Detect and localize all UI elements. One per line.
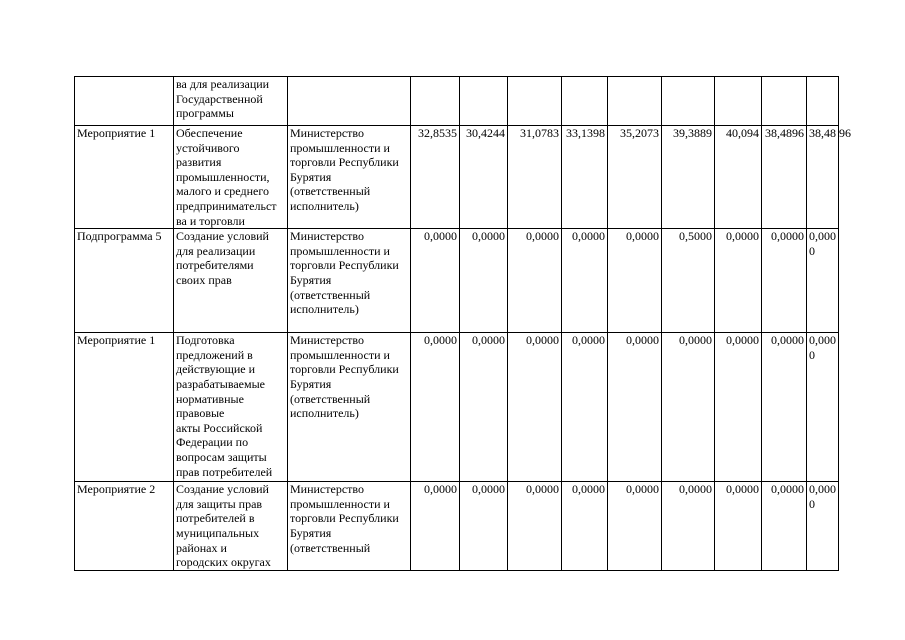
value-cell: 0,0000 (762, 229, 807, 333)
value-cell (662, 77, 715, 126)
row-name-cell: Подготовка предложений в действующие и разрабатываемые нормативные правовые акты Российской Федерации по вопросам защиты прав потребителей (174, 333, 288, 482)
value-cell: 0,0000 (762, 333, 807, 482)
table-row (75, 126, 839, 229)
value-cell: 0,0000 (715, 482, 762, 571)
value-cell: 0,0000 (608, 482, 662, 571)
row-code-cell: Мероприятие 1 (75, 126, 174, 229)
value-cell: 38,48 96 (807, 126, 839, 229)
value-cell: 0,0000 (508, 482, 562, 571)
value-cell (562, 77, 608, 126)
value-cell: 0,000 0 (807, 333, 839, 482)
value-cell: 0,0000 (662, 482, 715, 571)
value-cell: 0,0000 (508, 229, 562, 333)
value-cell: 0,0000 (460, 482, 508, 571)
value-cell: 0,0000 (460, 229, 508, 333)
value-cell: 30,4244 (460, 126, 508, 229)
row-executor-cell (288, 77, 411, 126)
value-cell: 0,0000 (608, 333, 662, 482)
row-name-cell: Создание условий для реализации потребителями своих прав (174, 229, 288, 333)
value-cell (508, 77, 562, 126)
value-cell: 0,0000 (762, 482, 807, 571)
row-name-cell: ва для реализации Государственной программы (174, 77, 288, 126)
table-row (75, 333, 839, 482)
table-row (75, 77, 839, 126)
value-cell: 0,0000 (411, 229, 460, 333)
value-cell: 0,0000 (715, 333, 762, 482)
value-cell: 0,0000 (715, 229, 762, 333)
value-cell: 33,1398 (562, 126, 608, 229)
value-cell (762, 77, 807, 126)
row-name-cell: Создание условий для защиты прав потребителей в муниципальных районах и городских округах (174, 482, 288, 571)
value-cell: 39,3889 (662, 126, 715, 229)
value-cell: 0,0000 (562, 482, 608, 571)
value-cell (715, 77, 762, 126)
row-code-cell: Мероприятие 1 (75, 333, 174, 482)
table-row (75, 482, 839, 571)
value-cell: 0,0000 (562, 333, 608, 482)
value-cell: 0,0000 (460, 333, 508, 482)
table-body (75, 77, 851, 571)
value-cell: 0,000 0 (807, 229, 839, 333)
value-cell: 0,000 0 (807, 482, 839, 571)
value-cell: 0,0000 (411, 333, 460, 482)
row-executor-cell: Министерство промышленности и торговли Республики Бурятия (ответственный исполнитель) (288, 229, 411, 333)
value-cell (807, 77, 839, 126)
value-cell: 40,094 (715, 126, 762, 229)
value-cell: 0,5000 (662, 229, 715, 333)
row-code-cell: Подпрограмма 5 (75, 229, 174, 333)
value-cell: 0,0000 (508, 333, 562, 482)
row-executor-cell: Министерство промышленности и торговли Республики Бурятия (ответственный (288, 482, 411, 571)
value-cell (460, 77, 508, 126)
value-cell: 35,2073 (608, 126, 662, 229)
value-cell: 0,0000 (608, 229, 662, 333)
row-name-cell: Обеспечение устойчивого развития промышленности, малого и среднего предпринимательст ва и торговли (174, 126, 288, 229)
value-cell (608, 77, 662, 126)
value-cell (411, 77, 460, 126)
value-cell: 0,0000 (662, 333, 715, 482)
row-code-cell (75, 77, 174, 126)
row-code-cell: Мероприятие 2 (75, 482, 174, 571)
value-cell: 0,0000 (562, 229, 608, 333)
table-row (75, 229, 839, 333)
value-cell: 32,8535 (411, 126, 460, 229)
row-executor-cell: Министерство промышленности и торговли Республики Бурятия (ответственный исполнитель) (288, 333, 411, 482)
budget-table (74, 76, 851, 571)
row-executor-cell: Министерство промышленности и торговли Республики Бурятия (ответственный исполнитель) (288, 126, 411, 229)
value-cell: 31,0783 (508, 126, 562, 229)
value-cell: 0,0000 (411, 482, 460, 571)
value-cell: 38,4896 (762, 126, 807, 229)
